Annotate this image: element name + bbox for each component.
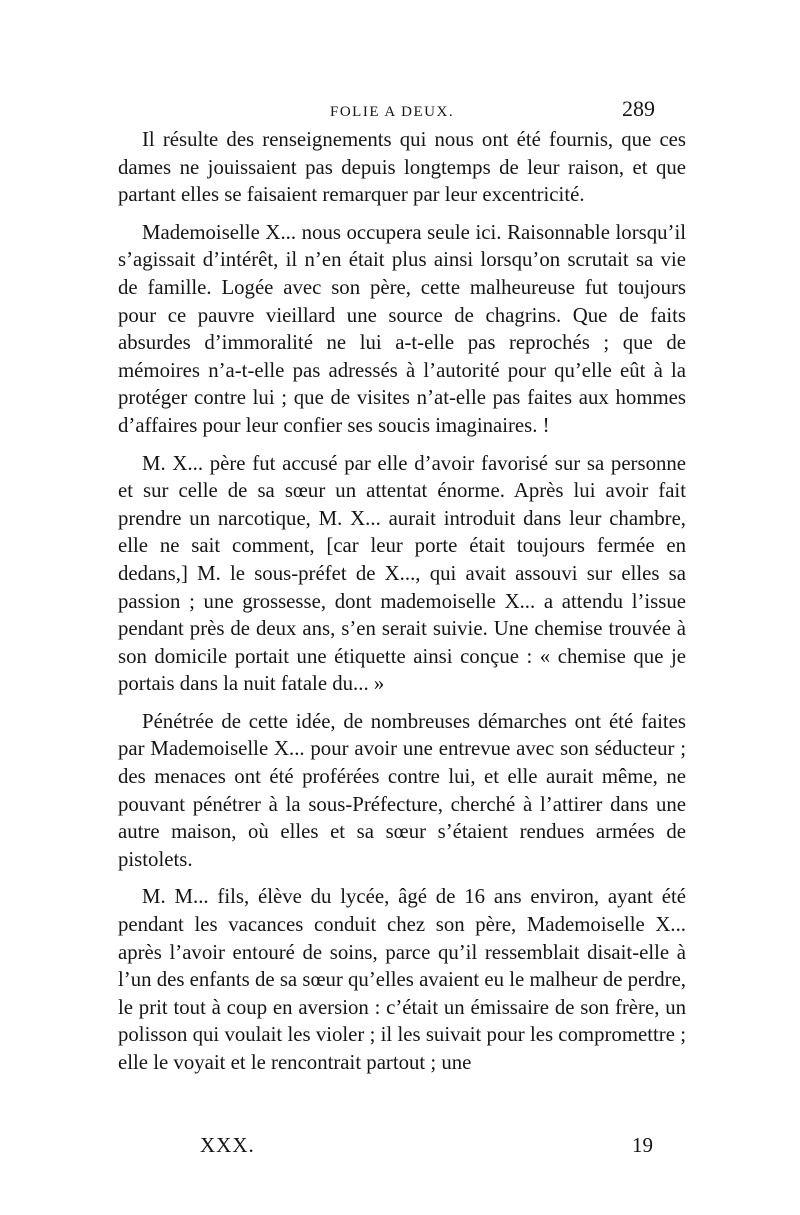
paragraph-5: M. M... fils, élève du lycée, âgé de 16 ans environ, ayant été pendant les vacances conduit chez son père, Mademoiselle X... après l’avoir entouré de soins, parce qu’il ressemblait disait-elle à l’un des enfants de sa sœur qu’elles avaient eu le malheur de perdre, le prit tout à coup en aversion : c’était un émissaire de son frère, un polisson qui voulait les violer ; il les suivait pour les compromettre ; elle le voyait et le rencontrait partout ; une	[118, 885, 686, 1074]
page-number: 289	[622, 96, 655, 121]
running-head: FOLIE A DEUX.	[330, 104, 455, 120]
paragraph-2: Mademoiselle X... nous occupera seule ici. Raisonnable lorsqu’il s’agissait d’intérêt, il n’en était plus ainsi lorsqu’on scrutait sa vie de famille. Logée avec son père, cette malheureuse fut toujours pour ce pauvre vieillard une source de chagrins. Que de faits absurdes d’immoralité ne lui a-t-elle pas reprochés ; que de mémoires n’a-t-elle pas adressés à l’autorité pour qu’elle eût à la protéger contre lui ; que de visites n’at-elle pas faites aux hommes d’affaires pour leur confier ses soucis imaginaires. !	[118, 220, 686, 437]
paragraph-1: Il résulte des renseignements qui nous ont été fournis, que ces dames ne jouissaient pas depuis longtemps de leur raison, et que partant elles se faisaient remarquer par leur excentricité.	[118, 128, 686, 207]
paragraph-4: Pénétrée de cette idée, de nombreuses démarches ont été faites par Mademoiselle X... pour avoir une entrevue avec son séducteur ; des menaces ont été proférées contre lui, et elle aurait même, ne pouvant pénétrer à la sous-Préfecture, cherché à l’attirer dans une autre maison, où elles et sa sœur s’étaient rendues armées de pistolets.	[118, 709, 686, 871]
page-footer	[0, 1133, 800, 1163]
paragraph-3: M. X... père fut accusé par elle d’avoir favorisé sur sa personne et sur celle de sa sœur un attentat énorme. Après lui avoir fait prendre un narcotique, M. X... aurait introduit dans leur chambre, elle ne sait comment, [car leur porte était toujours fermée en dedans,] M. le sous-préfet de X..., qui avait assouvi sur elles sa passion ; une grossesse, dont mademoiselle X... a attendu l’issue pendant près de deux ans, s’en serait suivie. Une chemise trouvée à son domicile portait une étiquette ainsi conçue : « chemise que je portais dans la nuit fatale du... »	[118, 451, 686, 696]
page-header	[0, 96, 800, 126]
sheet-number: 19	[632, 1133, 653, 1157]
body-text	[118, 126, 686, 1126]
signature-mark: XXX.	[200, 1133, 255, 1157]
